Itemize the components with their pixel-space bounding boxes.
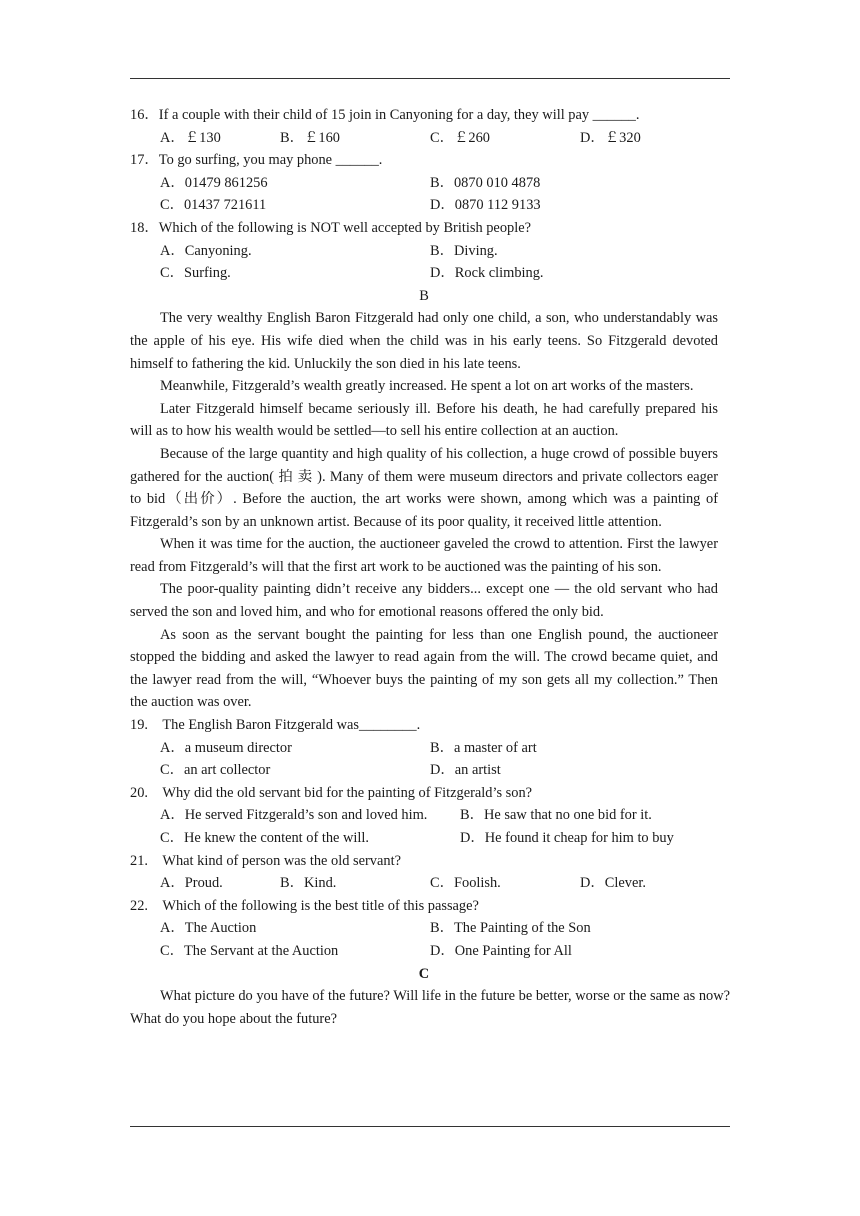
question-22-stem: 22. Which of the following is the best title of this passage? [130,897,479,914]
passage-b-paragraph-2: Meanwhile, Fitzgerald’s wealth greatly increased. He spent a lot on art works of the masters. [160,378,694,395]
question-20-options-row1 [130,804,718,827]
passage-b-paragraph-1: The very wealthy English Baron Fitzgerald had only one child, a son, who understandably was the apple of his eye. His wife died when the child was in his early teens. So Fitzgerald devoted himself to fathering the kid. Unluckily the son died in his late teens. [130,310,718,372]
option-16-a: A．￡130 [160,129,221,146]
question-21-stem: 21. What kind of person was the old servant? [130,852,401,869]
option-20-a: A．He served Fitzgerald’s son and loved him. [160,807,428,824]
option-21-c: C．Foolish. [430,875,501,892]
question-19-options-row1 [130,737,718,760]
option-19-c: C．an art collector [160,762,271,779]
option-20-c: C．He knew the content of the will. [160,830,370,846]
option-18-b: B．Diving. [430,242,498,259]
footer-rule [130,1126,730,1127]
option-21-d: D．Clever. [580,875,646,892]
option-18-c: C．Surfing. [160,265,231,282]
question-17-options-row1 [130,172,718,195]
question-16-stem: 16．If a couple with their child of 15 join in Canyoning for a day, they will pay ______. [130,107,640,123]
option-17-a: A．01479 861256 [160,174,268,191]
passage-b-paragraph-6: The poor-quality painting didn’t receive any bidders... except one — the old servant who had served the son and loved him, and who for emotional reasons offered the only bid. [130,581,718,621]
passage-c-paragraph-1: What picture do you have of the future? Will life in the future be better, worse or the same as now? What do you hope about the future? [130,988,730,1027]
question-20-stem: 20. Why did the old servant bid for the painting of Fitzgerald’s son? [130,784,533,801]
question-22-options-row1 [130,917,718,940]
question-20-options-row2 [130,827,718,850]
question-18-options-row2 [130,262,718,285]
option-22-d: D．One Painting for All [430,942,572,959]
option-19-b: B．a master of art [430,739,537,756]
passage-b-paragraph-5: When it was time for the auction, the auctioneer gaveled the crowd to attention. First the lawyer read from Fitzgerald’s will that the first art work to be auctioned was the painting of his son. [130,536,718,575]
question-17-stem: 17．To go surfing, you may phone ______. [130,152,383,169]
question-18-options-row1 [130,240,718,263]
option-17-d: D．0870 112 9133 [430,197,541,214]
question-19-stem: 19. The English Baron Fitzgerald was________. [130,717,421,734]
question-22-options-row2 [130,940,718,963]
option-16-d: D．￡320 [580,129,641,146]
option-20-b: B．He saw that no one bid for it. [460,807,652,824]
exam-page [130,104,730,1030]
passage-b-paragraph-7: As soon as the servant bought the painting for less than one English pound, the auctioneer stopped the bidding and asked the lawyer to read again from the will. The crowd became quiet, and the lawyer read from the will, “Whoever buys the painting of my son gets all my collection.” Then the auction was over. [130,626,718,711]
option-17-c: C．01437 721611 [160,197,267,214]
question-19-options-row2 [130,759,718,782]
header-rule [130,78,730,79]
option-21-a: A．Proud. [160,875,223,892]
option-22-b: B．The Painting of the Son [430,920,591,937]
option-18-a: A．Canyoning. [160,242,252,259]
passage-b-paragraph-3: Later Fitzgerald himself became seriously ill. Before his death, he had carefully prepared his will as to how his wealth would be settled—to sell his entire collection at an auction. [130,400,718,440]
passage-b-paragraph-4: Because of the large quantity and high quality of his collection, a huge crowd of possible buyers gathered for the auction( 拍 卖 ). Many of them were museum directors and private collectors eager to bid（出价）. Before the auction, the art works were shown, among which was a painting of Fitzgerald’s son by an unknown artist. Because of its poor quality, it received little attention. [130,445,718,530]
question-16-options [130,127,718,150]
section-c-heading: C [418,965,430,982]
option-16-b: B．￡160 [280,129,340,146]
question-21-options [130,872,718,895]
option-20-d: D．He found it cheap for him to buy [460,830,674,846]
question-18-stem: 18．Which of the following is NOT well accepted by British people? [130,219,531,236]
option-22-c: C．The Servant at the Auction [160,942,339,959]
option-21-b: B．Kind. [280,875,337,892]
option-22-a: A．The Auction [160,920,257,937]
option-19-d: D．an artist [430,762,501,779]
option-19-a: A．a museum director [160,739,292,756]
section-b-heading: B [419,287,429,304]
option-16-c: C．￡260 [430,129,490,146]
question-17-options-row2 [130,194,718,217]
option-18-d: D．Rock climbing. [430,265,544,282]
option-17-b: B．0870 010 4878 [430,174,541,191]
